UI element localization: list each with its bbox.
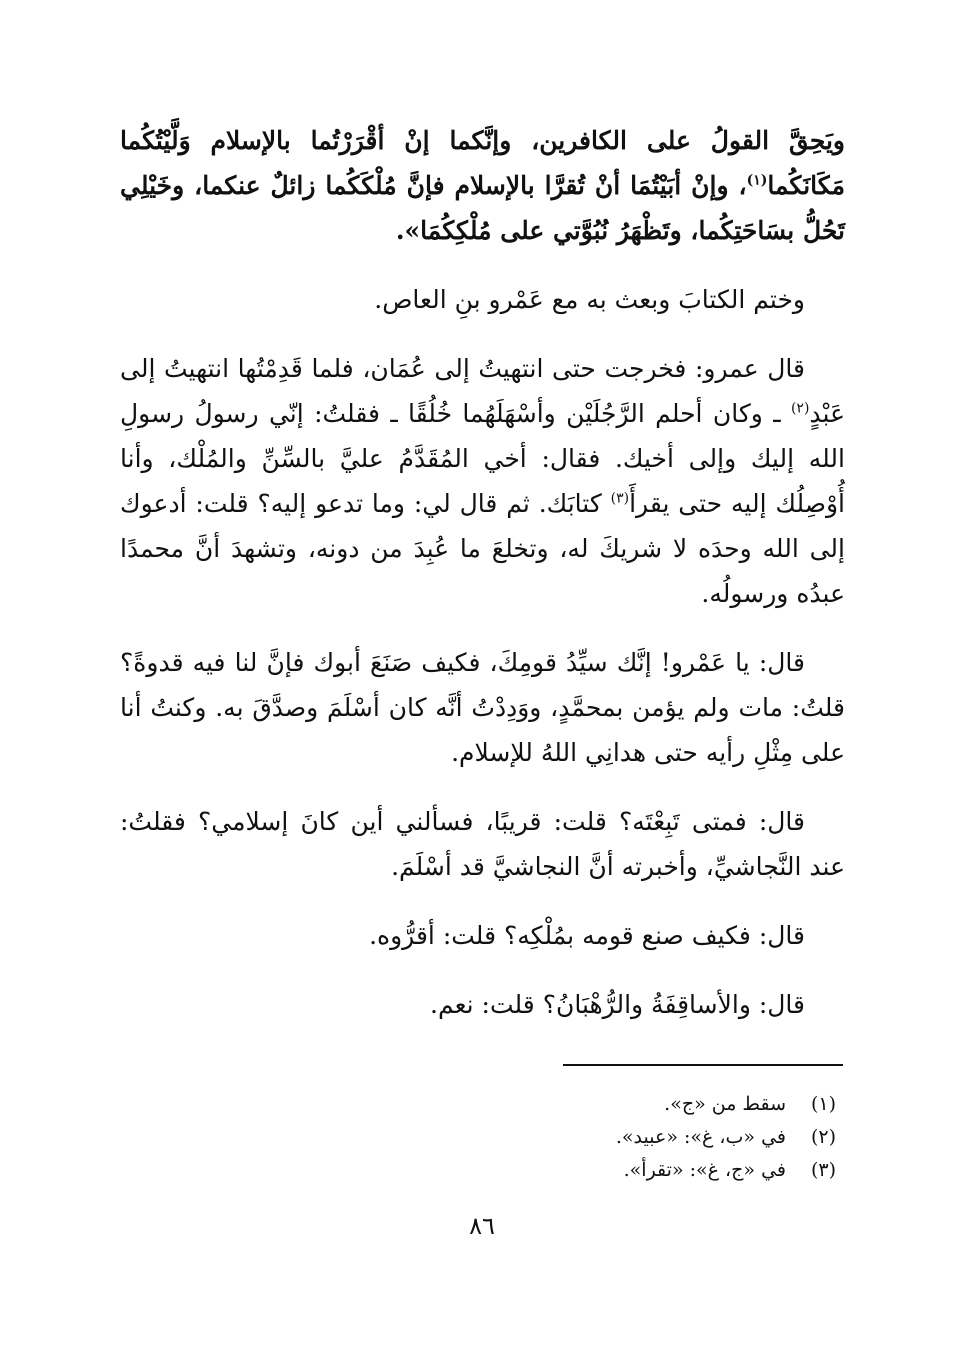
paragraph-7: قال: والأساقِفَةُ والرُّهْبَانُ؟ قلت: نعم.	[430, 990, 805, 1019]
footnote-text: في «ج، غ»: «تقرأ».	[623, 1159, 786, 1181]
footnote-1	[120, 1088, 842, 1121]
paragraph-1-part-a: ويَحِقَّ القولُ على الكافرين، وإنَّكما إنْ أقْرَرْتُما بالإسلام وَلَّيْتُكُما مَكَانَكُما	[120, 126, 845, 200]
paragraph-2: وختم الكتابَ وبعث به مع عَمْرو بنِ العاص.	[374, 285, 805, 314]
footnotes	[120, 1088, 842, 1187]
footnote-text: سقط من «ج».	[664, 1093, 786, 1115]
footnote-text: في «ب، غ»: «عبيد».	[615, 1126, 786, 1148]
footnote-number: (١)	[810, 1093, 836, 1115]
paragraph-4: قال: يا عَمْرو! إنَّك سيِّدُ قومِكَ، فكيف صَنَعَ أبوك فإنَّ لنا فيه قدوةً؟ قلتُ: مات ولم يؤمن بمحمَّدٍ، ووَدِدْتُ أنَّه كان أسْلَمَ وصدَّقَ به. وكنتُ أنا على مِثْلِ رأيه حتى هدانِي اللهُ للإسلام.	[120, 648, 845, 767]
page-body	[120, 118, 845, 1051]
paragraph-3-part-b: ـ وكان أحلم الرَّجُلَيْن وأسْهَلَهُما خُلُقًا ـ فقلتُ: إنّي رسولُ رسولِ الله إليك وإلى أخيك. فقال: أخي المُقَدَّمُ عليَّ بالسِّنِّ والمُلْك، وأنا أُوْصِلُك إليه حتى يقرأَ	[120, 399, 845, 518]
footnote-number: (٣)	[810, 1159, 836, 1181]
page-number: ٨٦	[469, 1212, 495, 1240]
paragraph-1	[120, 118, 845, 253]
footnote-2	[120, 1121, 842, 1154]
footnote-ref-1[interactable]: (١)	[746, 172, 768, 189]
footnote-ref-3[interactable]: (٣)	[610, 490, 630, 507]
footnote-ref-2[interactable]: (٢)	[790, 400, 810, 417]
footnote-divider	[563, 1064, 843, 1066]
paragraph-5: قال: فمتى تَبِعْتَه؟ قلت: قريبًا، فسألني أين كانَ إسلامي؟ فقلتُ: عند النَّجاشيِّ، وأخبرته أنَّ النجاشيَّ قد أسْلَمَ.	[120, 807, 845, 881]
paragraph-1-part-b: ، وإنْ أبَيْتُمَا أنْ تُقرَّا بالإسلام فإنَّ مُلْكَكُما زائلٌ عنكما، وخَيْلِي تَحُلُّ بسَاحَتِكُما، وتَظْهَرُ نُبُوَّتي على مُلْكِكُمَا».	[120, 171, 845, 245]
footnote-number: (٢)	[810, 1126, 836, 1148]
paragraph-6: قال: فكيف صنع قومه بمُلْكِه؟ قلت: أقرُّوه.	[369, 921, 805, 950]
paragraph-3	[120, 346, 845, 616]
footnote-3	[120, 1154, 842, 1187]
paragraph-3-part-a: قال عمرو: فخرجت حتى انتهيتُ إلى عُمَان، فلما قَدِمْتُها انتهيتُ إلى عَبْدٍ	[120, 354, 845, 428]
paragraph-3-part-c: كتابَك. ثم قال لي: وما تدعو إليه؟ قلت: أدعوك إلى الله وحدَه لا شريكَ له، وتخلعَ ما عُبِدَ من دونه، وتشهدَ أنَّ محمدًا عبدُه ورسولُه.	[120, 489, 845, 608]
